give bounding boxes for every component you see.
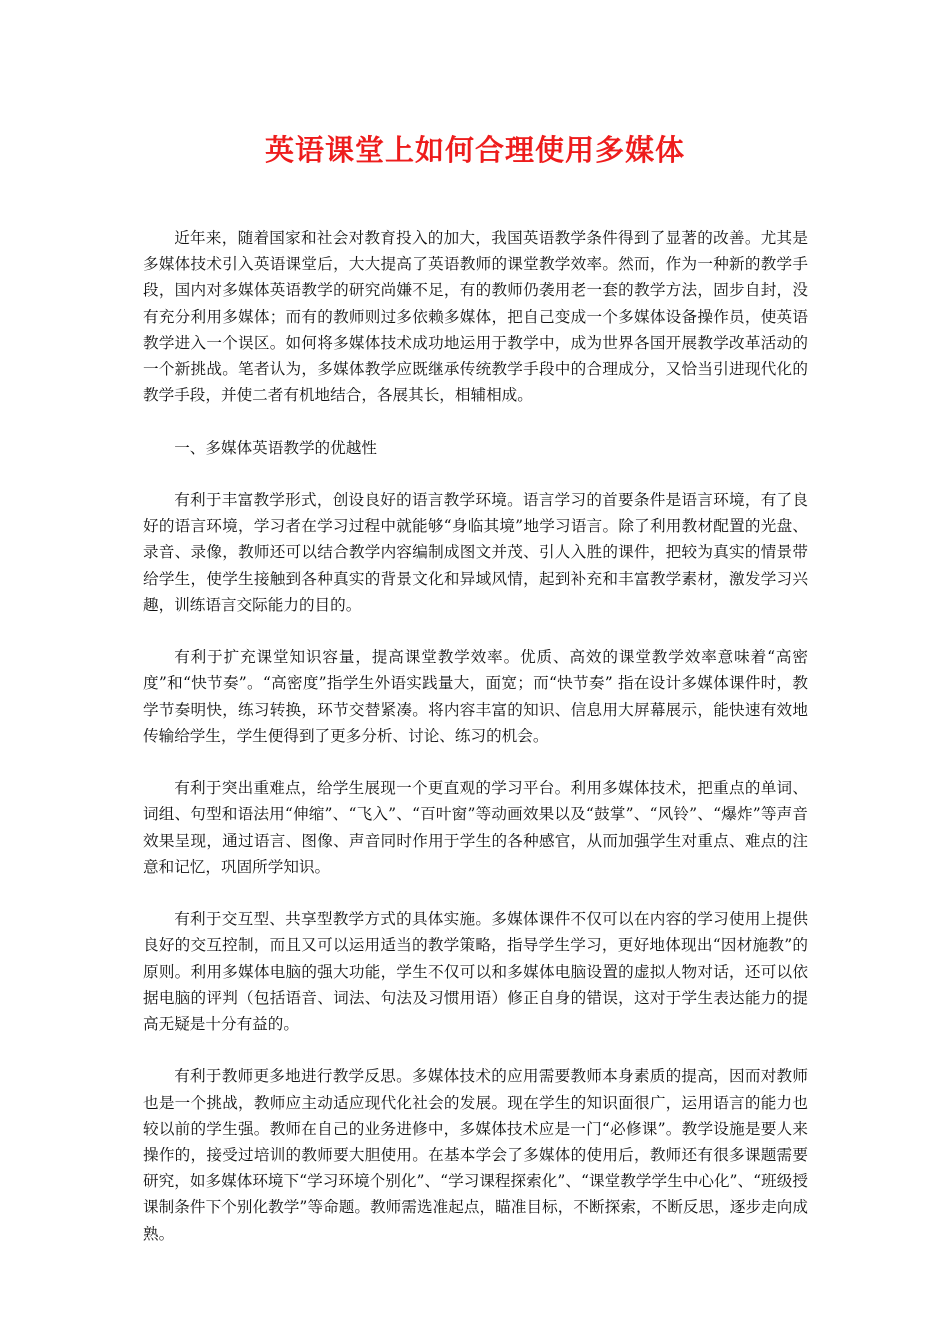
document-body — [143, 225, 808, 1273]
document-title: 英语课堂上如何合理使用多媒体 — [264, 133, 685, 167]
paragraph-advantage-2: 有利于扩充课堂知识容量，提高课堂教学效率。优质、高效的课堂教学效率意味着“高密度”和“快节奏”。“高密度”指学生外语实践量大，面宽；而“快节奏” 指在设计多媒体课件时，教学节奏明快，练习转换，环节交替紧凑。将内容丰富的知识、信息用大屏幕展示，能快速有效地传输给学生，学生便得到了更多分析、讨论、练习的机会。 — [143, 648, 808, 745]
paragraph-advantage-4: 有利于交互型、共享型教学方式的具体实施。多媒体课件不仅可以在内容的学习使用上提供良好的交互控制，而且又可以运用适当的教学策略，指导学生学习，更好地体现出“因材施教”的原则。利用多媒体电脑的强大功能，学生不仅可以和多媒体电脑设置的虚拟人物对话，还可以依据电脑的评判（包括语音、词法、句法及习惯用语）修正自身的错误，这对于学生表达能力的提高无疑是十分有益的。 — [143, 910, 808, 1034]
paragraph-advantage-1: 有利于丰富教学形式，创设良好的语言教学环境。语言学习的首要条件是语言环境，有了良好的语言环境，学习者在学习过程中就能够“身临其境”地学习语言。除了利用教材配置的光盘、录音、录像，教师还可以结合教学内容编制成图文并茂、引人入胜的课件，把较为真实的情景带给学生，使学生接触到各种真实的背景文化和异域风情，起到补充和丰富教学素材，激发学习兴趣，训练语言交际能力的目的。 — [143, 491, 808, 614]
paragraph-intro: 近年来，随着国家和社会对教育投入的加大，我国英语教学条件得到了显著的改善。尤其是多媒体技术引入英语课堂后，大大提高了英语教师的课堂教学效率。然而，作为一种新的教学手段，国内对多媒体英语教学的研究尚嫌不足，有的教师仍袭用老一套的教学方法，固步自封，没有充分利用多媒体；而有的教师则过多依赖多媒体，把自己变成一个多媒体设备操作员，使英语教学进入一个误区。如何将多媒体技术成功地运用于教学中，成为世界各国开展教学改革活动的一个新挑战。笔者认为，多媒体教学应既继承传统教学手段中的合理成分，又恰当引进现代化的教学手段，并使二者有机地结合，各展其长，相辅相成。 — [143, 229, 808, 405]
paragraph-advantage-5: 有利于教师更多地进行教学反思。多媒体技术的应用需要教师本身素质的提高，因而对教师也是一个挑战，教师应主动适应现代化社会的发展。现在学生的知识面很广，运用语言的能力也较以前的学生强。教师在自己的业务进修中，多媒体技术应是一门“必修课”。教学设施是要人来操作的，接受过培训的教师要大胆使用。在基本学会了多媒体的使用后，教师还有很多课题需要研究，如多媒体环境下“学习环境个别化”、“学习课程探索化”、“课堂教学学生中心化”、“班级授课制条件下个别化教学”等命题。教师需选准起点，瞄准目标，不断探索，不断反思，逐步走向成熟。 — [143, 1067, 808, 1243]
paragraph-advantage-3: 有利于突出重难点，给学生展现一个更直观的学习平台。利用多媒体技术，把重点的单词、词组、句型和语法用“伸缩”、“飞入”、“百叶窗”等动画效果以及“鼓掌”、“风铃”、“爆炸”等声音效果呈现，通过语言、图像、声音同时作用于学生的各种感官，从而加强学生对重点、难点的注意和记忆，巩固所学知识。 — [143, 779, 808, 876]
section-heading: 一、多媒体英语教学的优越性 — [174, 438, 377, 457]
